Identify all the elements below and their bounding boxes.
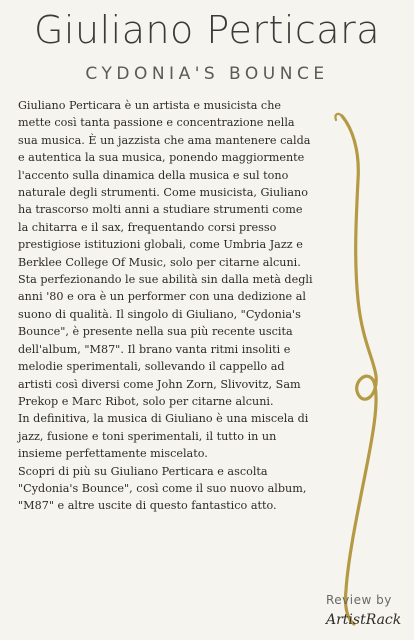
- brand-logo[interactable]: ArtistRack: [326, 612, 402, 628]
- review-article: [18, 97, 313, 515]
- review-by-label: Review by: [326, 593, 392, 607]
- article-paragraph: Scopri di più su Giuliano Perticara e ascolta "Cydonia's Bounce", così come il suo nuovo album, "M87" e altre uscite di questo fantastico atto.: [18, 464, 307, 513]
- article-paragraph: Giuliano Perticara è un artista e musicista che mette così tanta passione e concentrazione nella sua musica. È un jazzista che ama mantenere calda e autentica la sua musica, ponendo maggiormente l'accento sulla dinamica della musica e sul tono naturale degli strumenti. Come musicista, Giuliano ha trascorso molti anni a studiare strumenti come la chitarra e il sax, frequentando corsi presso prestigiose istituzioni globali, come Umbria Jazz e Berklee College Of Music, solo per citarne alcuni. Sta perfezionando le sue abilità sin dalla metà degli anni '80 e ora è un performer con una dedizione al suono di qualità. Il singolo di Giuliano, "Cydonia's Bounce", è presente nella sua più recente uscita dell'album, "M87". Il brano vanta ritmi insoliti e melodie sperimentali, sollevando il cappello ad artisti così diversi come John Zorn, Slivovitz, Sam Prekop e Marc Ribot, solo per citarne alcuni.: [18, 99, 313, 408]
- artist-title: Giuliano Perticara: [33, 8, 380, 52]
- article-paragraph: In definitiva, la musica di Giuliano è una miscela di jazz, fusione e toni sperimentali, il tutto in un insieme perfettamente miscelato.: [18, 412, 309, 461]
- song-subtitle: CYDONIA'S BOUNCE: [85, 64, 329, 84]
- gold-swirl-ornament-icon: [318, 110, 414, 630]
